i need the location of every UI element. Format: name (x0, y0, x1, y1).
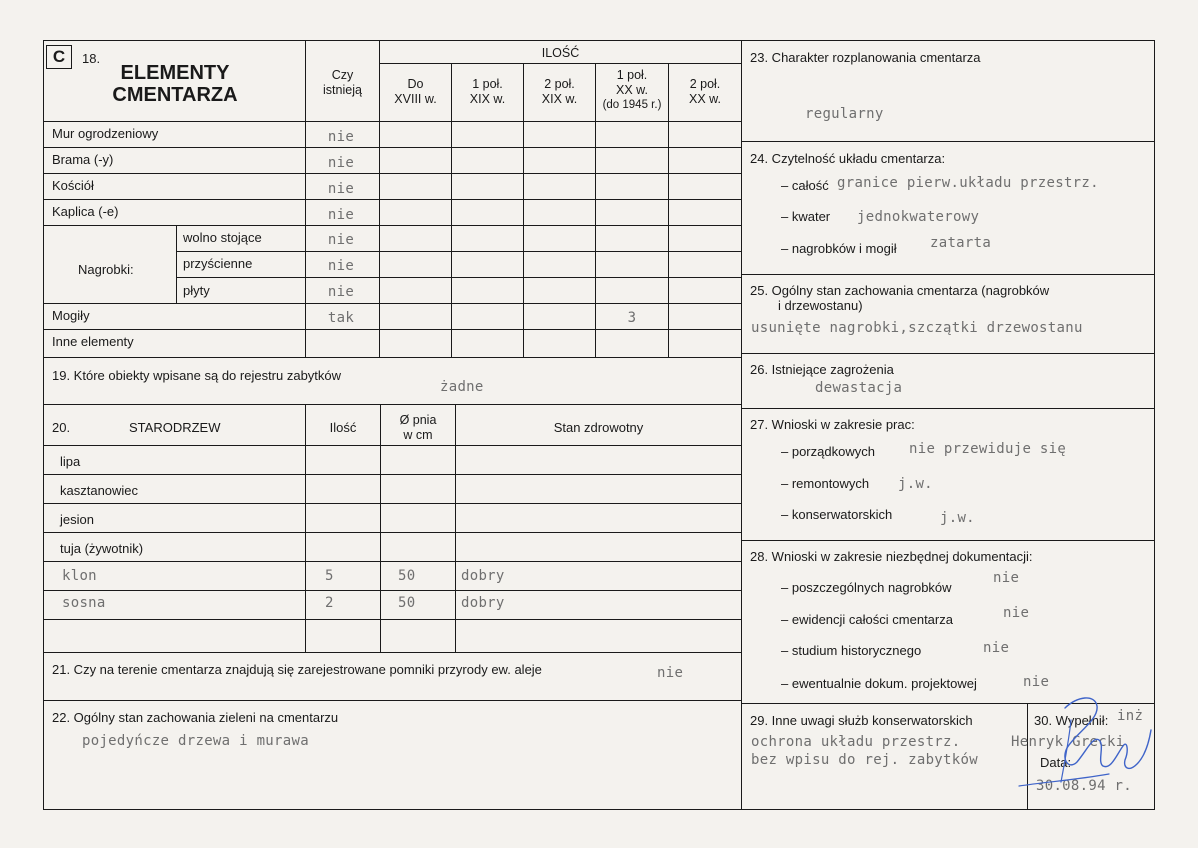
section-18-title: ELEMENTY CMENTARZA (112, 62, 238, 106)
period-header: 2 poł. XX w. (689, 77, 721, 106)
section-24-item: – nagrobków i mogił (781, 241, 897, 256)
row-label: Mur ogrodzeniowy (52, 126, 159, 141)
section-24-item: – całość (781, 178, 829, 193)
section-28-item: – ewidencji całości cmentarza (781, 612, 953, 627)
section-28-value: nie (1023, 674, 1050, 690)
section-25-label: i drzewostanu) (778, 298, 863, 313)
row-label: płyty (183, 283, 210, 298)
ilosc-header: ILOŚĆ (541, 46, 580, 60)
row-label: Kościół (52, 178, 94, 193)
row-label: Kaplica (-e) (52, 204, 119, 219)
mogily-count: 3 (627, 310, 637, 326)
row-value: nie (327, 284, 355, 300)
tree-name: lipa (60, 454, 81, 469)
section-28-value: nie (983, 640, 1010, 656)
period-header: Do XVIII w. (394, 77, 437, 106)
row-value: nie (327, 129, 355, 145)
section-28-value: nie (993, 570, 1020, 586)
filler-prefix: inż (1117, 708, 1144, 724)
section-27-value: j.w. (940, 510, 975, 526)
section-24-item: – kwater (781, 209, 831, 224)
section-26-label: 26. Istniejące zagrożenia (750, 362, 894, 377)
section-27-value: nie przewiduje się (909, 441, 1067, 457)
section-24-label: 24. Czytelność układu cmentarza: (750, 151, 946, 166)
tree-name: klon (62, 568, 97, 584)
fill-date: 30.08.94 r. (1036, 778, 1133, 794)
row-value: nie (327, 155, 355, 171)
section-28-item: – ewentualnie dokum. projektowej (781, 676, 977, 691)
row-value: nie (327, 207, 355, 223)
tree-diameter: 50 (398, 595, 416, 611)
section-27-item: – porządkowych (781, 444, 875, 459)
date-label: Data: (1040, 755, 1072, 770)
section-28-label: 28. Wnioski w zakresie niezbędnej dokumentacji: (750, 549, 1033, 564)
section-27-item: – remontowych (781, 476, 870, 491)
section-22-value: pojedyńcze drzewa i murawa (82, 733, 309, 749)
section-letter: C (46, 45, 72, 69)
section-18-number: 18. (82, 51, 101, 66)
section-20-number: 20. (52, 420, 71, 435)
section-29-label: 29. Inne uwagi służb konserwatorskich (750, 713, 973, 728)
tree-name: jesion (60, 512, 94, 527)
tree-name: kasztanowiec (60, 483, 139, 498)
tree-count: 2 (325, 595, 334, 611)
section-26-value: dewastacja (815, 380, 903, 396)
section-28-item: – poszczególnych nagrobków (781, 580, 952, 595)
col-stan: Stan zdrowotny (553, 420, 644, 435)
row-label: Mogiły (52, 308, 90, 323)
section-29-value: bez wpisu do rej. zabytków (751, 752, 978, 768)
period-header: 1 poł. XIX w. (469, 77, 506, 106)
row-value: tak (327, 310, 355, 326)
tree-count: 5 (325, 568, 334, 584)
tree-name: sosna (62, 595, 106, 611)
section-25-value: usunięte nagrobki,szczątki drzewostanu (751, 320, 1083, 336)
section-24-value: jednokwaterowy (857, 209, 980, 225)
tree-name: tuja (żywotnik) (60, 541, 144, 556)
section-19-label: 19. Które obiekty wpisane są do rejestru zabytków (52, 368, 342, 383)
section-19-value: żadne (440, 379, 484, 395)
czy-istnieja-header: Czy istnieją (323, 68, 362, 97)
col-pnia: Ø pnia w cm (399, 413, 437, 442)
section-28-item: – studium historycznego (781, 643, 922, 658)
filler-name: Henryk Grecki (1011, 734, 1125, 750)
section-21-value: nie (657, 665, 684, 681)
row-label: Brama (-y) (52, 152, 114, 167)
section-30-label: 30. Wypełnił: (1034, 713, 1109, 728)
section-23-value: regularny (805, 106, 884, 122)
section-27-label: 27. Wnioski w zakresie prac: (750, 417, 915, 432)
row-label: przyścienne (183, 256, 253, 271)
tree-health: dobry (461, 568, 505, 584)
section-28-value: nie (1003, 605, 1030, 621)
row-label: wolno stojące (183, 230, 262, 245)
tree-diameter: 50 (398, 568, 416, 584)
section-24-value: zatarta (930, 235, 992, 251)
section-21-label: 21. Czy na terenie cmentarza znajdują się zarejestrowane pomniki przyrody ew. aleje (52, 662, 542, 677)
section-24-value: granice pierw.układu przestrz. (837, 175, 1099, 191)
section-25-label: 25. Ogólny stan zachowania cmentarza (nagrobków (750, 283, 1050, 298)
row-value: nie (327, 181, 355, 197)
section-29-value: ochrona układu przestrz. (751, 734, 961, 750)
period-header: 1 poł. XX w. (do 1945 r.) (602, 68, 662, 111)
section-27-value: j.w. (898, 476, 933, 492)
section-20-title: STARODRZEW (129, 420, 221, 435)
row-value: nie (327, 258, 355, 274)
row-value: nie (327, 232, 355, 248)
tree-health: dobry (461, 595, 505, 611)
signature-icon (1005, 690, 1155, 800)
nagrobki-label: Nagrobki: (78, 262, 134, 277)
section-23-label: 23. Charakter rozplanowania cmentarza (750, 50, 981, 65)
section-22-label: 22. Ogólny stan zachowania zieleni na cmentarzu (52, 710, 339, 725)
row-label: Inne elementy (52, 334, 134, 349)
period-header: 2 poł. XIX w. (541, 77, 578, 106)
section-27-item: – konserwatorskich (781, 507, 893, 522)
col-ilosc: Ilość (329, 420, 357, 435)
